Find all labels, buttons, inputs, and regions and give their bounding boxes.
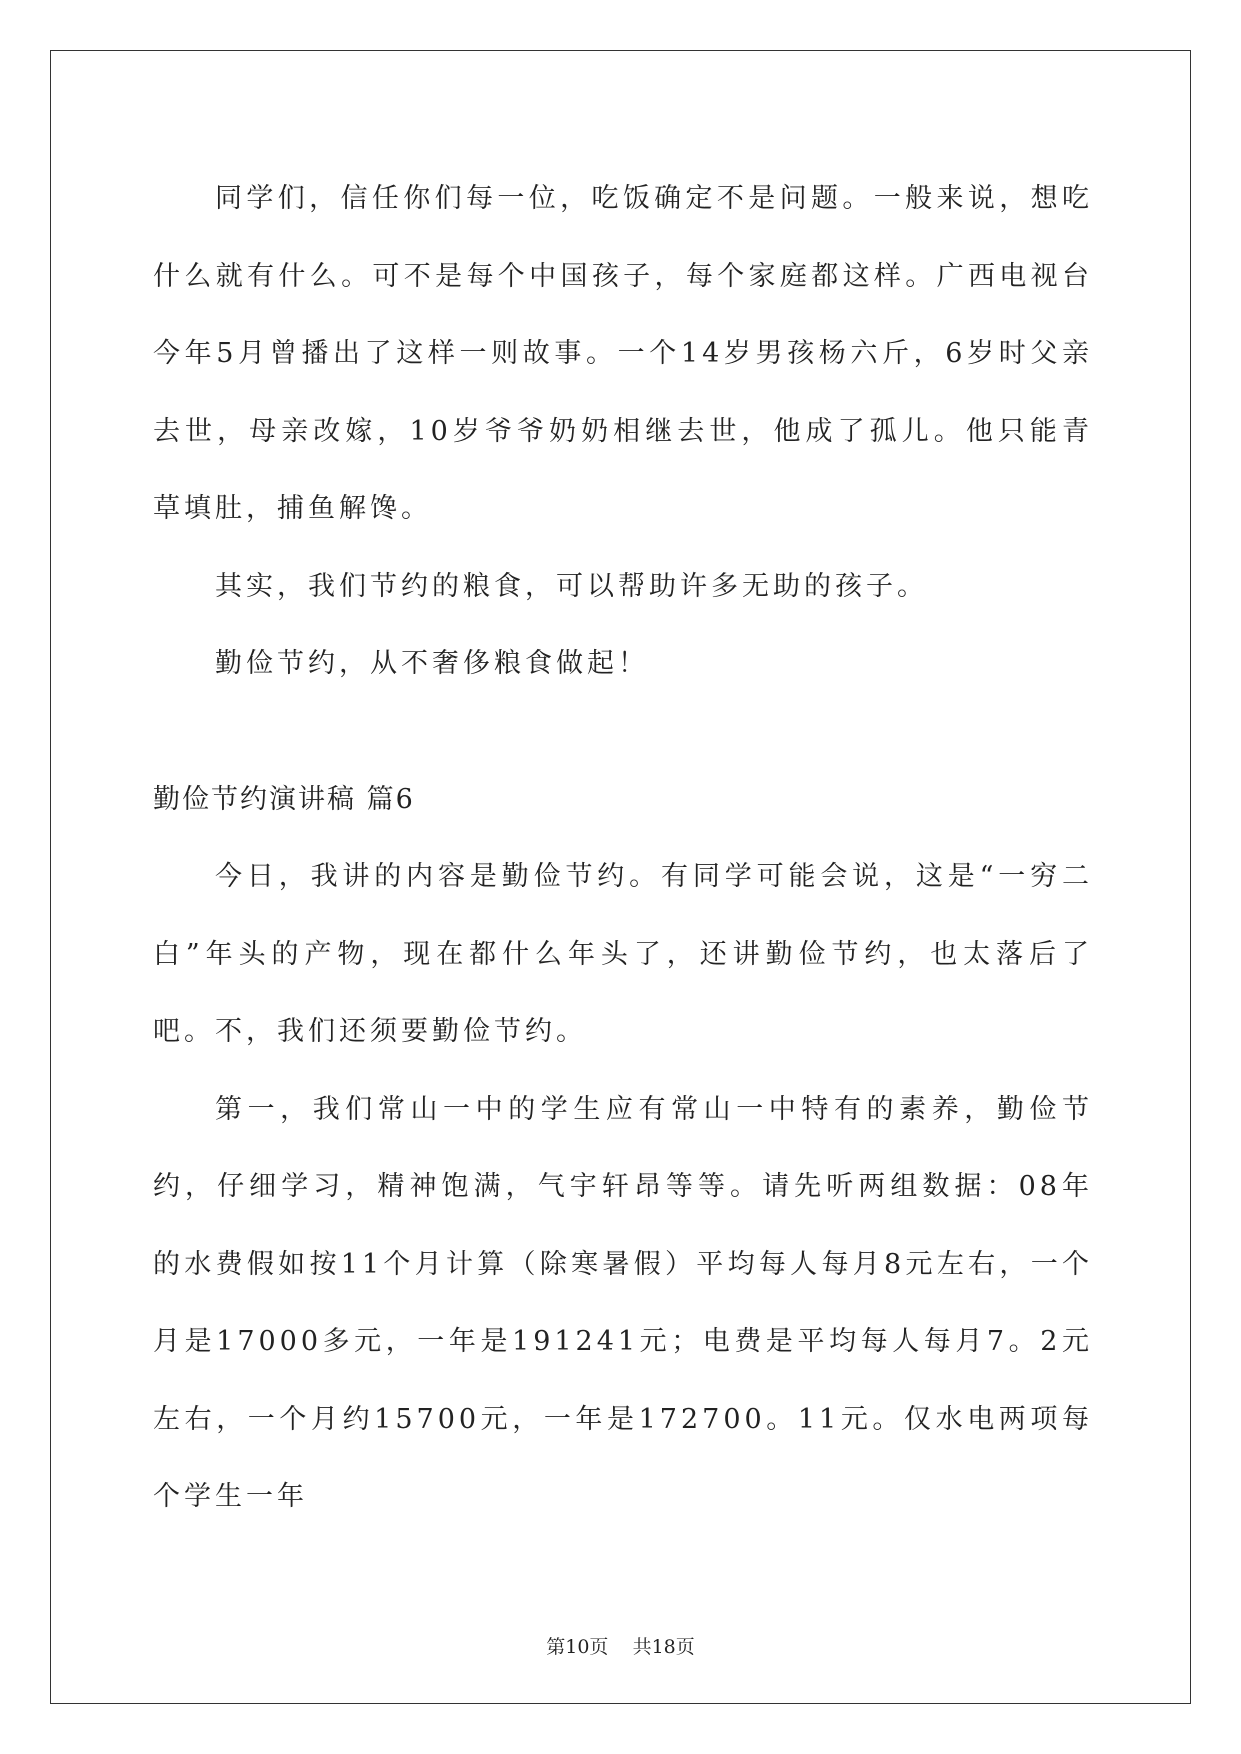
paragraph: 今日，我讲的内容是勤俭节约。有同学可能会说，这是“一穷二白”年头的产物，现在都什么年头了，还讲勤俭节约，也太落后了吧。不，我们还须要勤俭节约。: [153, 861, 1093, 1047]
section-heading: 勤俭节约演讲稿 篇6: [153, 783, 415, 815]
document-body: [153, 160, 1093, 1536]
spacer: [153, 703, 1093, 761]
paragraph: 其实，我们节约的粮食，可以帮助许多无助的孩子。: [215, 570, 928, 602]
paragraph: 勤俭节约，从不奢侈粮食做起！: [215, 648, 649, 679]
page-number: 第10页 共18页: [546, 1636, 695, 1658]
paragraph: 第一，我们常山一中的学生应有常山一中特有的素养，勤俭节约，仔细学习，精神饱满，气宇轩昂等等。请先听两组数据：08年的水费假如按11个月计算（除寒暑假）平均每人每月8元左右，一个月是17000多元，一年是191241元；电费是平均每人每月7。2元左右，一个月约15700元，一年是172700。11元。仅水电两项每个学生一年: [153, 1093, 1093, 1512]
paragraph: 同学们，信任你们每一位，吃饭确定不是问题。一般来说，想吃什么就有什么。可不是每个中国孩子，每个家庭都这样。广西电视台今年5月曾播出了这样一则故事。一个14岁男孩杨六斤，6岁时父亲去世，母亲改嫁，10岁爷爷奶奶相继去世，他成了孤儿。他只能青草填肚，捕鱼解馋。: [153, 183, 1093, 524]
page-footer: [0, 1632, 1241, 1659]
